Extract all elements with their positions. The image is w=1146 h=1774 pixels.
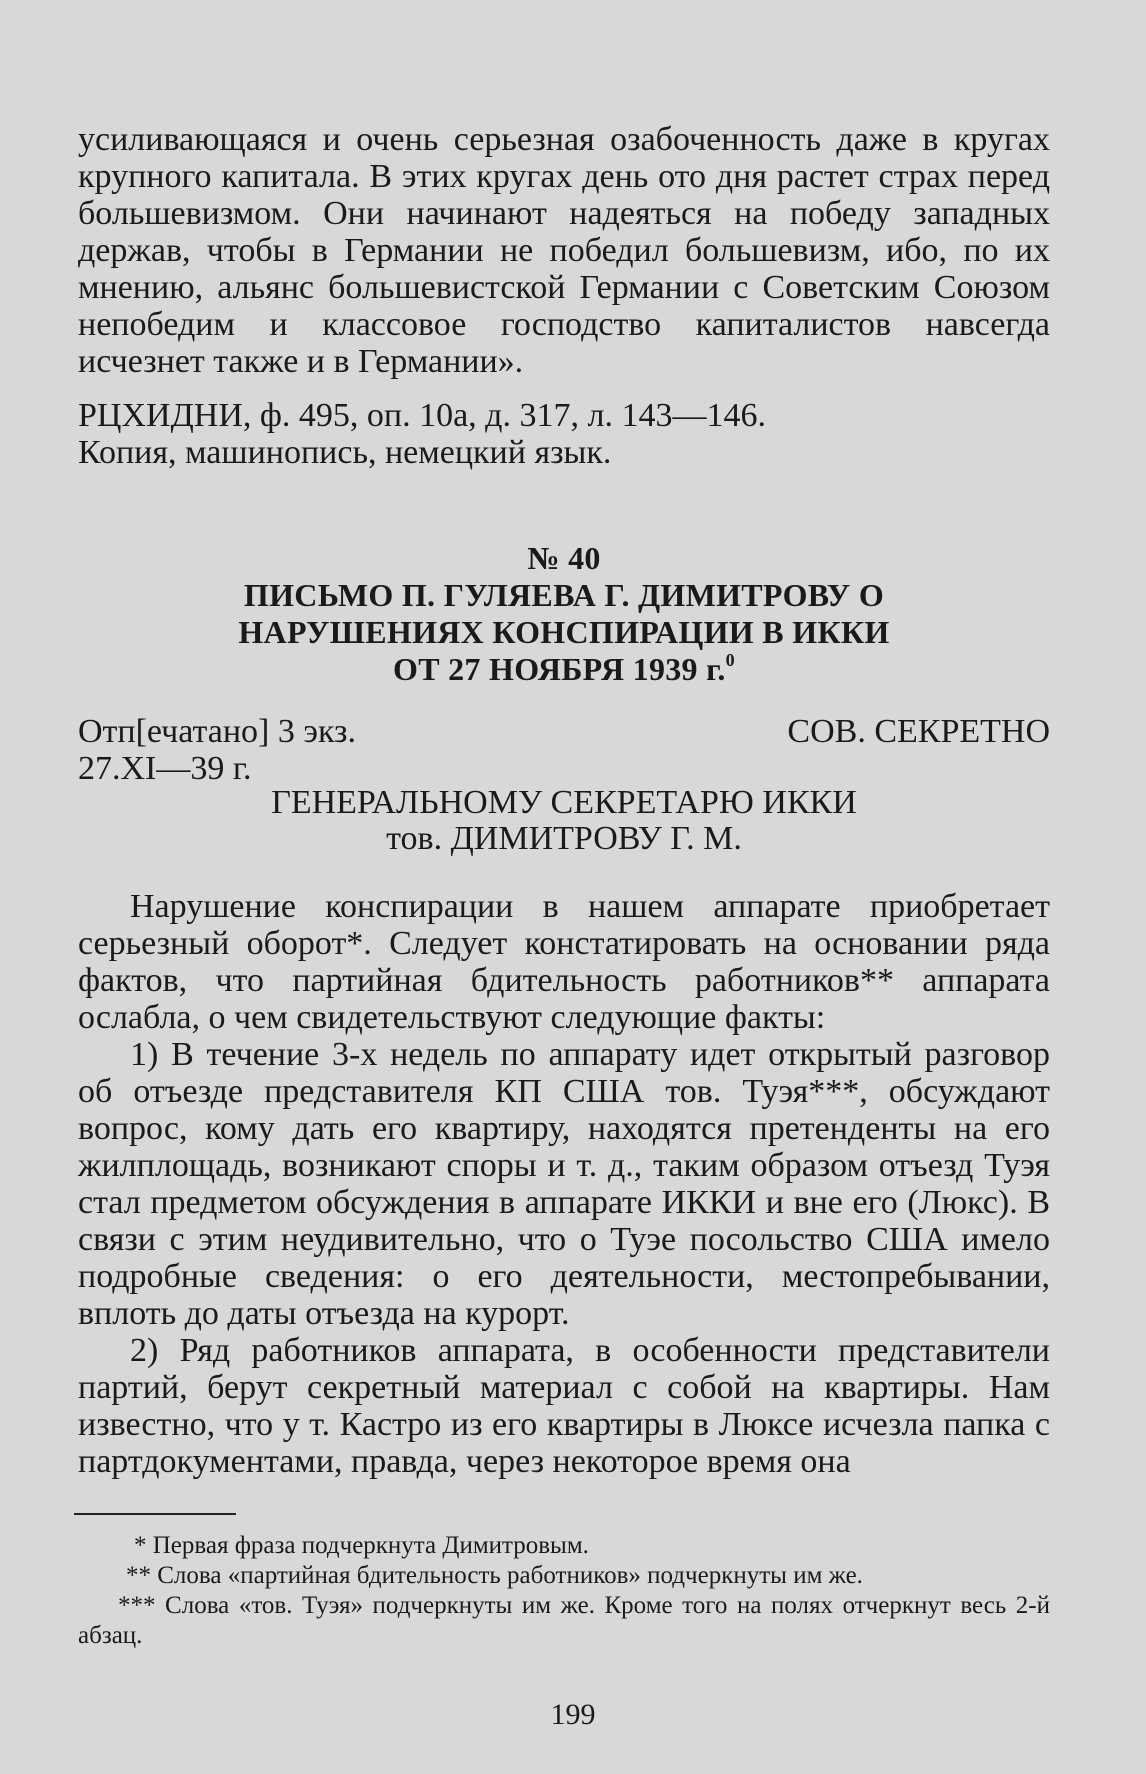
- footnote-2: ** Слова «партийная бдительность работников» подчеркнуты им же.: [126, 1562, 863, 1589]
- footnote-1: * Первая фраза подчеркнута Димитровым.: [134, 1532, 589, 1559]
- page-number: 199: [550, 1698, 596, 1731]
- footnotes: [78, 1531, 1050, 1651]
- title-note-mark: 0: [725, 650, 735, 670]
- top-paragraph: усиливающаяся и очень серьезная озабоченность даже в кругах крупного капитала. В этих кругах день ото дня растет страх перед большевизмом. Они начинают надеяться на победу западных держав, чтобы в Германии не победил большевизм, ибо, по их мнению, альянс большевистской Германии с Советским Союзом непобедим и классовое господство капиталистов навсегда исчезнет также и в Германии».: [78, 121, 1050, 380]
- addressee-line-2: тов. ДИМИТРОВУ Г. М.: [386, 820, 742, 857]
- footnote-divider: [74, 1513, 236, 1515]
- document-title-line-1: ПИСЬМО П. ГУЛЯЕВА Г. ДИМИТРОВУ О: [243, 577, 885, 613]
- archive-reference: РЦХИДНИ, ф. 495, оп. 10а, д. 317, л. 143—146.: [78, 397, 766, 434]
- document-title-line-2: НАРУШЕНИЯХ КОНСПИРАЦИИ В ИККИ: [238, 614, 890, 650]
- document-meta: [78, 713, 1050, 787]
- addressee: [78, 785, 1050, 857]
- continued-paragraph: [78, 121, 1050, 380]
- body-paragraph-3: 2) Ряд работников аппарата, в особенности представители партий, берут секретный материал с собой на квартиры. Нам известно, что у т. Кастро из его квартиры в Люксе исчезла папка с партдокументами, правда, через некоторое время она: [78, 1332, 1050, 1480]
- document-title-line-3-wrap: [78, 651, 1050, 688]
- body-paragraph-1: Нарушение конспирации в нашем аппарате приобретает серьезный оборот*. Следует констатировать на основании ряда фактов, что партийная бдительность работников** аппарата ослабла, о чем свидетельствуют следующие факты:: [78, 888, 1050, 1036]
- document-date: 27.XI—39 г.: [78, 750, 252, 787]
- addressee-line-1: ГЕНЕРАЛЬНОМУ СЕКРЕТАРЮ ИККИ: [271, 784, 857, 821]
- copy-note: Копия, машинопись, немецкий язык.: [78, 434, 612, 471]
- archive-source: [78, 397, 1050, 471]
- document-number: № 40: [527, 540, 601, 576]
- body-paragraph-2: 1) В течение 3-х недель по аппарату идет открытый разговор об отъезде представителя КП США тов. Туэя***, обсуждают вопрос, кому дать его квартиру, находятся претенденты на его жилплощадь, возникают споры и т. д., таким образом отъезд Туэя стал предметом обсуждения в аппарате ИККИ и вне его (Люкс). В связи с этим неудивительно, что о Туэе посольство США имело подробные сведения: о его деятельности, местопребывании, вплоть до даты отъезда на курорт.: [78, 1036, 1050, 1332]
- document-heading: [78, 540, 1050, 688]
- classification-stamp: СОВ. СЕКРЕТНО: [787, 713, 1050, 750]
- footnote-3: *** Слова «тов. Туэя» подчеркнуты им же. Кроме того на полях отчеркнут весь 2-й абзац.: [78, 1592, 1050, 1649]
- meta-row: [78, 713, 1050, 750]
- letter-body: [78, 888, 1050, 1480]
- printed-copies: Отп[ечатано] 3 экз.: [78, 713, 356, 750]
- document-title-line-3: ОТ 27 НОЯБРЯ 1939 г.: [393, 651, 726, 687]
